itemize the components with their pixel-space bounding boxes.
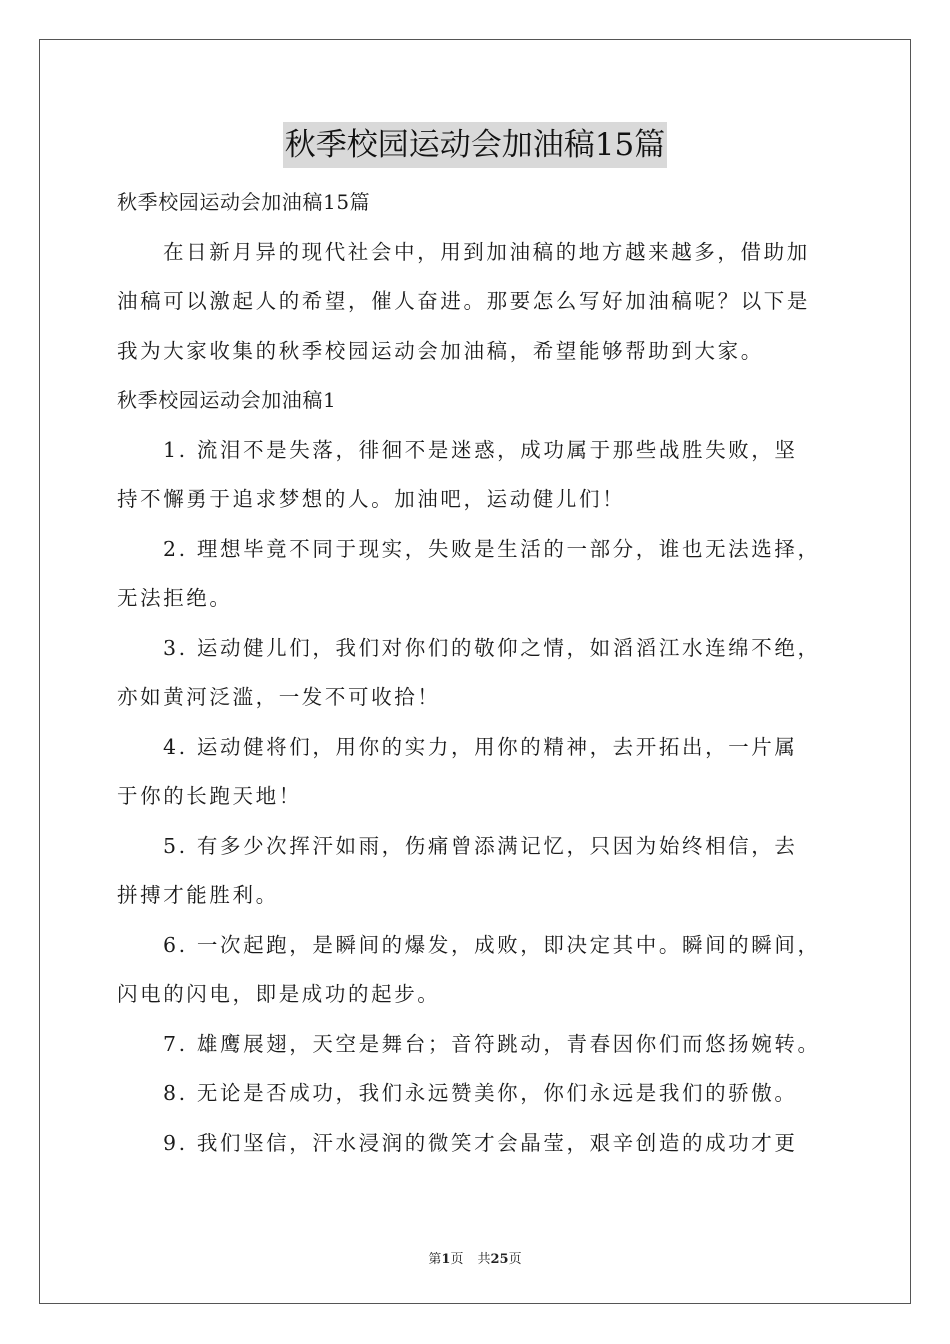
list-item-line: 8. 无论是否成功，我们永远赞美你，你们永远是我们的骄傲。 xyxy=(163,1081,798,1105)
total-suffix: 页 xyxy=(508,1252,522,1267)
page-number: 1 xyxy=(441,1252,451,1267)
page-suffix: 页 xyxy=(450,1252,464,1267)
document-body xyxy=(117,178,839,1168)
list-item-line: 3. 运动健儿们，我们对你们的敬仰之情，如滔滔江水连绵不绝， xyxy=(163,635,821,660)
list-item-line: 于你的长跑天地！ xyxy=(117,784,302,808)
list-item-line: 拼搏才能胜利。 xyxy=(117,883,279,907)
list-item-line: 持不懈勇于追求梦想的人。加油吧，运动健儿们！ xyxy=(117,487,626,511)
list-item-line: 4. 运动健将们，用你的实力，用你的精神，去开拓出，一片属 xyxy=(163,734,798,759)
title-container xyxy=(0,122,950,168)
list-item-line: 7. 雄鹰展翅，天空是舞台；音符跳动，青春因你们而悠扬婉转。 xyxy=(163,1031,821,1056)
document-title: 秋季校园运动会加油稿15篇 xyxy=(283,122,667,168)
list-item-line: 亦如黄河泛滥，一发不可收拾！ xyxy=(117,685,441,709)
list-item-line: 2. 理想毕竟不同于现实，失败是生活的一部分，谁也无法选择， xyxy=(163,536,821,561)
total-prefix: 共 xyxy=(477,1252,491,1267)
list-item-line: 1. 流泪不是失落，徘徊不是迷惑，成功属于那些战胜失败，坚 xyxy=(163,437,798,462)
intro-line: 我为大家收集的秋季校园运动会加油稿，希望能够帮助到大家。 xyxy=(117,338,764,363)
intro-line: 油稿可以激起人的希望，催人奋进。那要怎么写好加油稿呢？以下是 xyxy=(117,289,810,313)
intro-line: 在日新月异的现代社会中，用到加油稿的地方越来越多，借助加 xyxy=(163,239,810,264)
list-item-line: 闪电的闪电，即是成功的起步。 xyxy=(117,982,441,1006)
list-item-line: 无法拒绝。 xyxy=(117,586,233,610)
section-heading: 秋季校园运动会加油稿1 xyxy=(117,388,337,412)
total-pages: 25 xyxy=(490,1252,509,1267)
document-subtitle: 秋季校园运动会加油稿15篇 xyxy=(117,190,371,214)
page-footer xyxy=(0,1248,950,1267)
list-item-line: 9. 我们坚信，汗水浸润的微笑才会晶莹，艰辛创造的成功才更 xyxy=(163,1130,798,1155)
list-item-line: 5. 有多少次挥汗如雨，伤痛曾添满记忆，只因为始终相信，去 xyxy=(163,833,798,858)
list-item-line: 6. 一次起跑，是瞬间的爆发，成败，即决定其中。瞬间的瞬间， xyxy=(163,932,821,957)
page-prefix: 第 xyxy=(428,1252,442,1267)
